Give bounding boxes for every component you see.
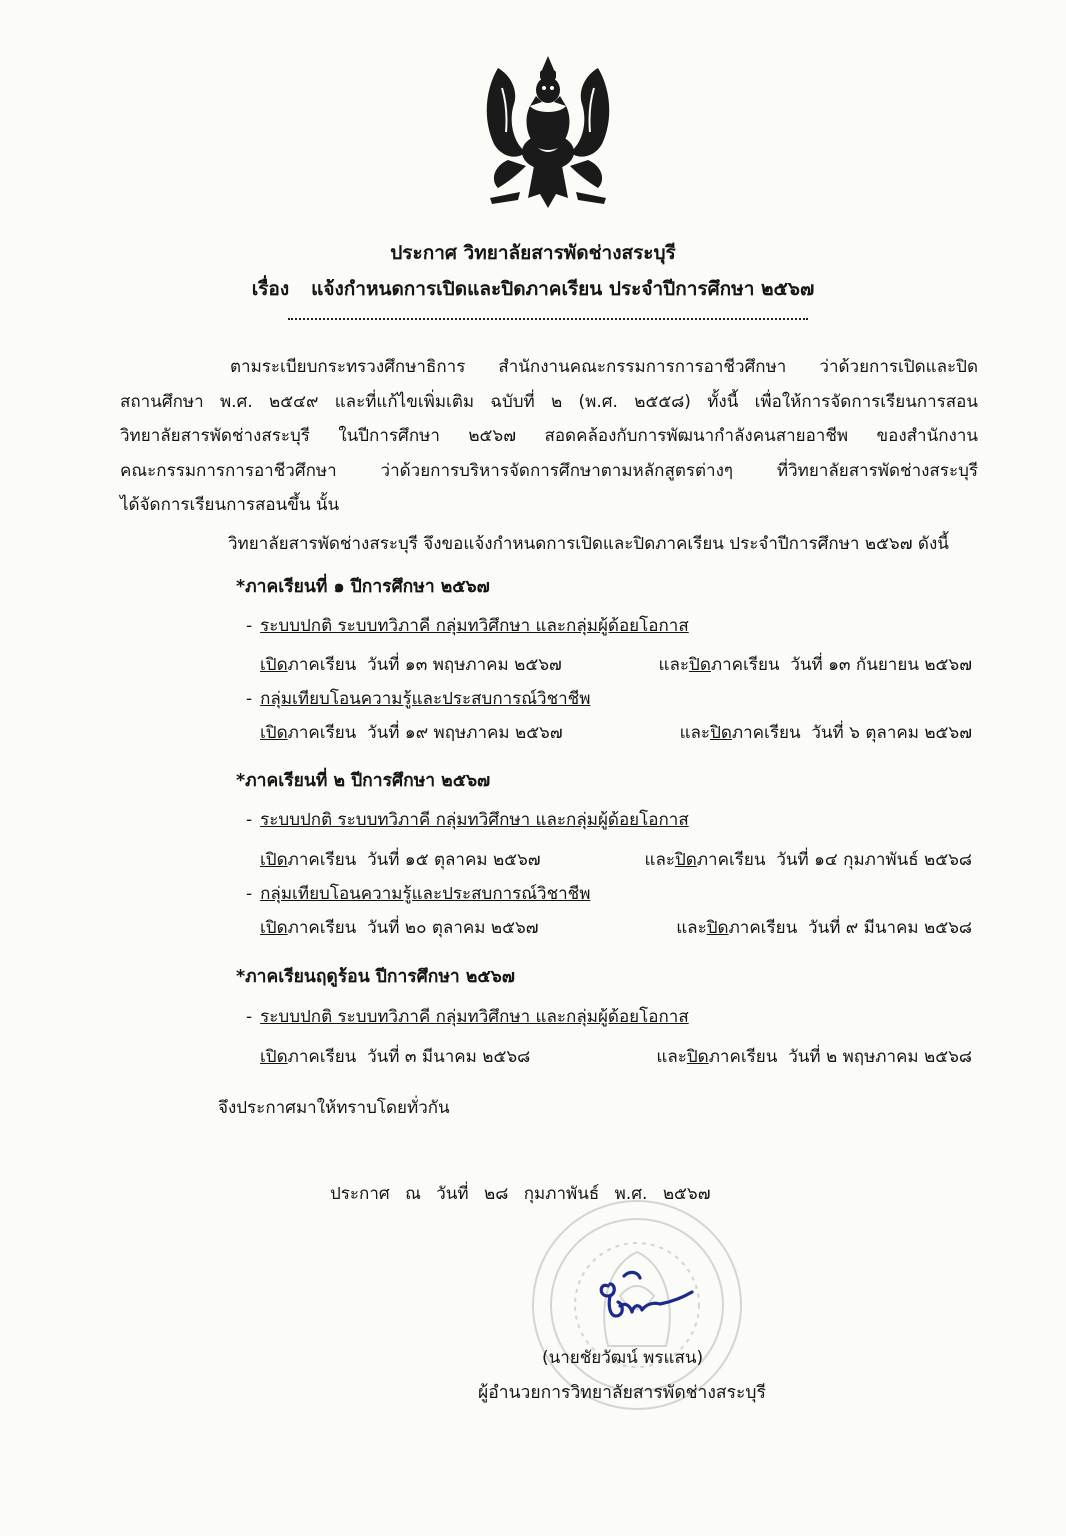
closing-line: จึงประกาศมาให้ทราบโดยทั่วกัน [218,1098,450,1118]
open-date: เปิดภาคเรียน วันที่ ๒๐ ตุลาคม ๒๕๖๗ [260,918,539,938]
open-date: เปิดภาคเรียน วันที่ ๓ มีนาคม ๒๕๖๘ [260,1047,531,1067]
group-label: กลุ่มเทียบโอนความรู้และประสบการณ์วิชาชีพ [260,884,591,904]
notify-line: วิทยาลัยสารพัดช่างสระบุรี จึงขอแจ้งกำหนดการเปิดและปิดภาคเรียน ประจำปีการศึกษา ๒๕๖๗ ดังนี้ [228,534,949,554]
group-label: ระบบปกติ ระบบทวิภาคี กลุ่มทวิศึกษา และกลุ่มผู้ด้อยโอกาส [260,810,689,830]
announcement-subject [0,274,1066,304]
summer-term-group-1-dates [260,1043,972,1070]
term-2-group-2-dates [260,914,972,941]
close-date: และปิดภาคเรียน วันที่ ๙ มีนาคม ๒๕๖๘ [676,918,972,938]
group-label: ระบบปกติ ระบบทวิภาคี กลุ่มทวิศึกษา และกลุ่มผู้ด้อยโอกาส [260,1007,689,1027]
term-2-group-2: - กลุ่มเทียบโอนความรู้และประสบการณ์วิชาชีพ [246,884,591,904]
signer-name: (นายชัยวัฒน์ พรแสน) [542,1348,704,1368]
close-date: และปิดภาคเรียน วันที่ ๑๔ กุมภาพันธ์ ๒๕๖๘ [644,850,972,870]
close-date: และปิดภาคเรียน วันที่ ๖ ตุลาคม ๒๕๖๗ [679,723,972,743]
garuda-emblem-icon [468,48,628,218]
intro-line: ได้จัดการเรียนการสอนขึ้น นั้น [120,495,340,515]
term-2-heading: *ภาคเรียนที่ ๒ ปีการศึกษา ๒๕๖๗ [236,771,491,791]
term-2-group-1: - ระบบปกติ ระบบทวิภาคี กลุ่มทวิศึกษา และกลุ่มผู้ด้อยโอกาส [246,810,689,830]
group-label: ระบบปกติ ระบบทวิภาคี กลุ่มทวิศึกษา และกลุ่มผู้ด้อยโอกาส [260,616,689,636]
summer-term-heading: *ภาคเรียนฤดูร้อน ปีการศึกษา ๒๕๖๗ [236,967,515,987]
intro-line: ตามระเบียบกระทรวงศึกษาธิการ สำนักงานคณะกรรมการการอาชีวศึกษา ว่าด้วยการเปิดและปิด [230,357,978,377]
term-1-group-2: - กลุ่มเทียบโอนความรู้และประสบการณ์วิชาชีพ [246,689,591,709]
subject-label: เรื่อง [251,278,290,300]
term-1-group-1: - ระบบปกติ ระบบทวิภาคี กลุ่มทวิศึกษา และกลุ่มผู้ด้อยโอกาส [246,616,689,636]
close-date: และปิดภาคเรียน วันที่ ๒ พฤษภาคม ๒๕๖๘ [656,1047,972,1067]
announcement-title: ประกาศ วิทยาลัยสารพัดช่างสระบุรี [390,242,676,264]
signer-title: ผู้อำนวยการวิทยาลัยสารพัดช่างสระบุรี [478,1383,766,1403]
open-date: เปิดภาคเรียน วันที่ ๑๕ ตุลาคม ๒๕๖๗ [260,850,541,870]
open-date: เปิดภาคเรียน วันที่ ๑๓ พฤษภาคม ๒๕๖๗ [260,655,562,675]
summer-term-group-1: - ระบบปกติ ระบบทวิภาคี กลุ่มทวิศึกษา และกลุ่มผู้ด้อยโอกาส [246,1007,689,1027]
term-1-heading: *ภาคเรียนที่ ๑ ปีการศึกษา ๒๕๖๗ [236,577,490,597]
close-date: และปิดภาคเรียน วันที่ ๑๓ กันยายน ๒๕๖๗ [658,655,972,675]
term-1-group-1-dates [260,651,972,678]
subject-text: แจ้งกำหนดการเปิดและปิดภาคเรียน ประจำปีการศึกษา ๒๕๖๗ [311,278,815,300]
term-2-group-1-dates [260,846,972,873]
group-label: กลุ่มเทียบโอนความรู้และประสบการณ์วิชาชีพ [260,689,591,709]
intro-line: สถานศึกษา พ.ศ. ๒๕๔๙ และที่แก้ไขเพิ่มเติม ฉบับที่ ๒ (พ.ศ. ๒๕๕๘) ทั้งนี้ เพื่อให้การจัดการเรียนการสอน [120,391,978,412]
intro-paragraph [120,350,978,523]
open-date: เปิดภาคเรียน วันที่ ๑๙ พฤษภาคม ๒๕๖๗ [260,723,563,743]
intro-line: คณะกรรมการการอาชีวศึกษา ว่าด้วยการบริหารจัดการศึกษาตามหลักสูตรต่างๆ ที่วิทยาลัยสารพัดช่างสระบุรี [120,460,978,481]
announcement-date: ประกาศ ณ วันที่ ๒๘ กุมภาพันธ์ พ.ศ. ๒๕๖๗ [330,1184,711,1204]
signature-icon [590,1262,700,1322]
title-separator [288,318,808,322]
intro-line: วิทยาลัยสารพัดช่างสระบุรี ในปีการศึกษา ๒๕๖๗ สอดคล้องกับการพัฒนากำลังคนสายอาชีพ ของสำนักงาน [120,426,978,446]
term-1-group-2-dates [260,719,972,746]
